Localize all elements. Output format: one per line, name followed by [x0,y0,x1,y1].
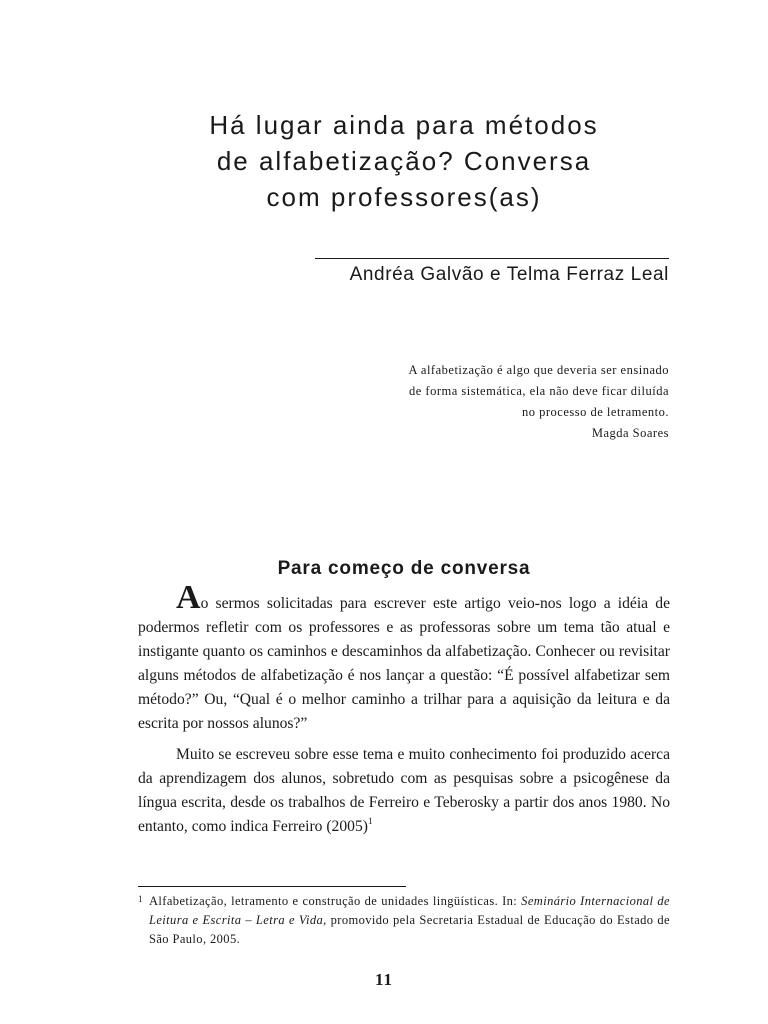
section-heading: Para começo de conversa [277,557,531,579]
paragraph-2-text: Muito se escreveu sobre esse tema e muito conhecimento foi produzido acerca da aprendizagem dos alunos, sobretudo com as pesquisas sobre a psicogênese da língua escrita, desde os trabalhos de Ferreiro e Teberosky a partir dos anos 1980. No entanto, como indica Ferreiro (2005) [138,746,670,835]
chapter-title [120,107,688,215]
page-number: 11 [374,970,394,989]
paragraph-2 [138,743,670,839]
footnote-reference[interactable]: 1 [367,816,373,826]
epigraph-line-3: no processo de letramento. [522,405,669,419]
footnote-body [138,892,670,949]
epigraph-attribution: Magda Soares [591,426,669,440]
chapter-title-line-2: de alfabetização? Conversa [216,146,592,177]
author-divider [315,258,669,259]
paragraph-1-text: o sermos solicitadas para escrever este artigo veio-nos logo a idéia de podermos refletir com os professores e as professoras sobre um tema tão atual e instigante quanto os caminhos e descaminhos da alfabetização. Conhecer ou revisitar alguns métodos de alfabetização é nos lançar a questão: “É possível alfabetizar sem método?” Ou, “Qual é o melhor caminho a trilhar para a aquisição da leitura e da escrita por nossos alunos?” [138,595,670,732]
epigraph-line-1: A alfabetização é algo que deveria ser ensinado [408,363,669,377]
epigraph-line-2: de forma sistemática, ela não deve ficar diluída [408,384,669,398]
footnote-text-after: , promovido pela Secretaria Estadual de Educação do Estado de São Paulo, 2005. [149,913,670,946]
footnote-italic-title: Seminário Internacional de Leitura e Escrita – Letra e Vida [149,894,670,927]
footnote-text-before: Alfabetização, letramento e construção de unidades lingüísticas. In: [149,894,522,908]
footnote-divider [138,886,406,887]
body-text [138,579,670,846]
footnote-number: 1 [138,894,143,904]
paragraph-1 [138,579,670,736]
epigraph [339,360,669,444]
chapter-title-line-3: com professores(as) [266,182,542,213]
drop-cap: A [176,579,201,616]
author-names: Andréa Galvão e Telma Ferraz Leal [349,264,669,285]
chapter-title-line-1: Há lugar ainda para métodos [209,110,599,141]
footnote [138,892,670,949]
